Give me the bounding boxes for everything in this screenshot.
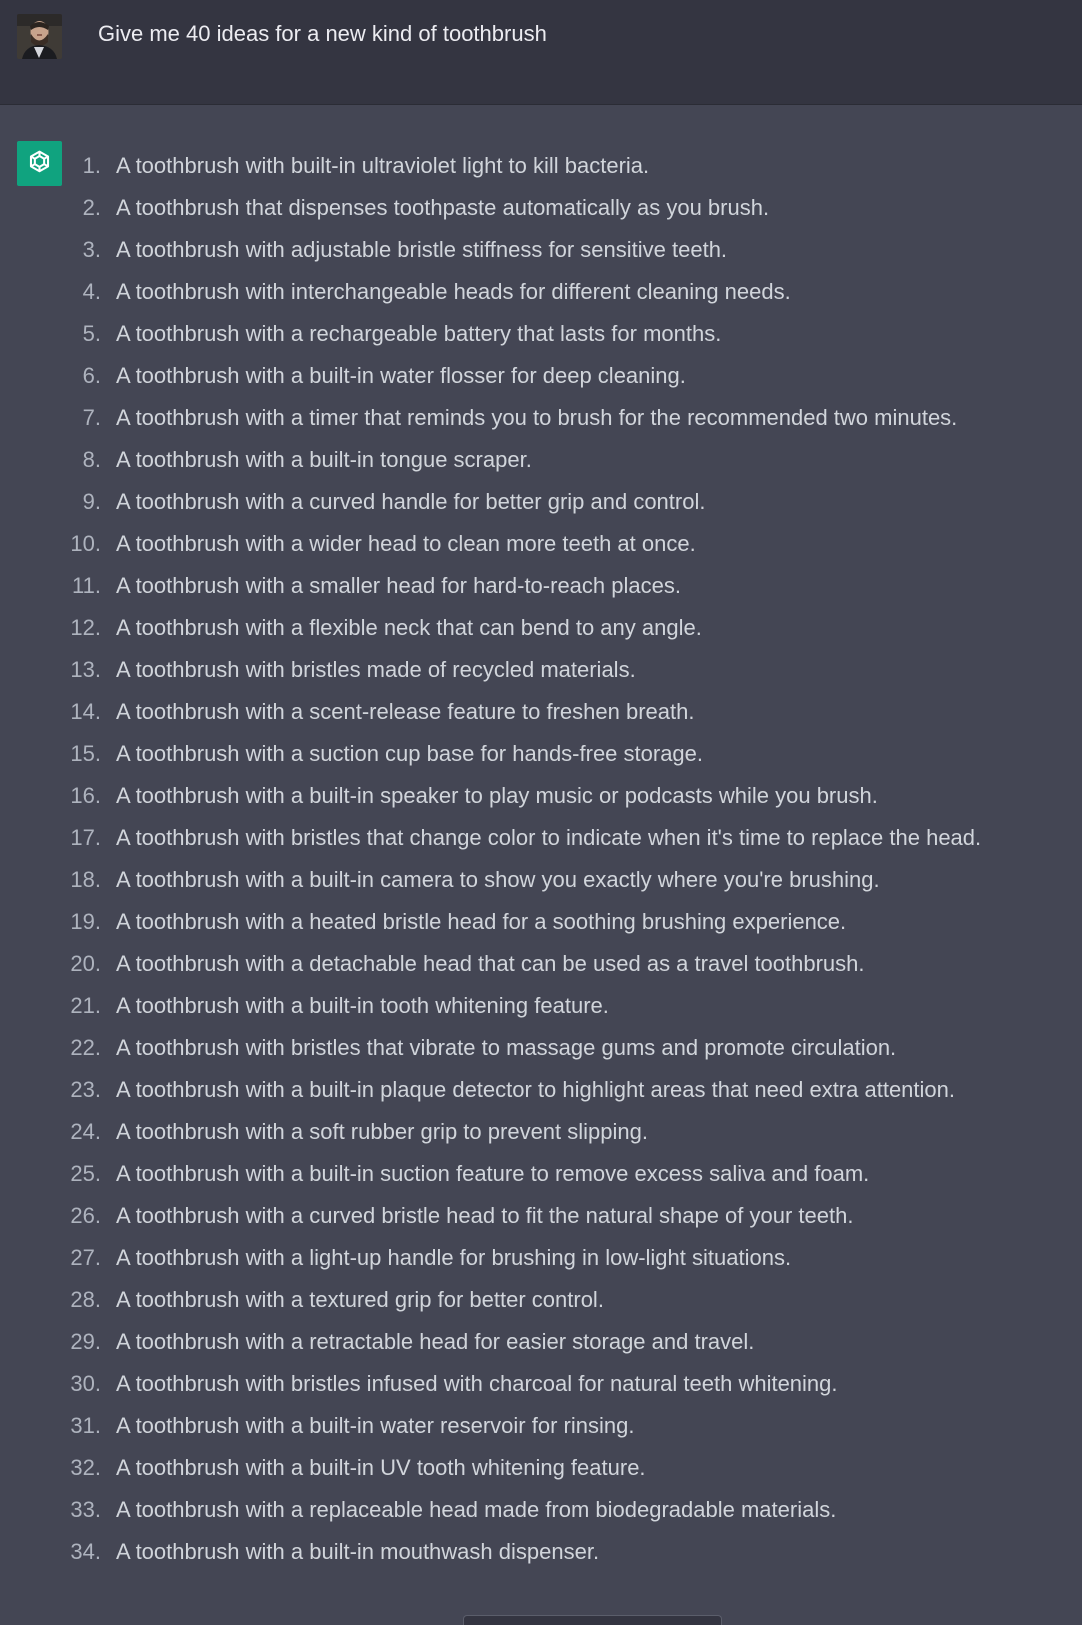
- user-avatar: [17, 14, 62, 59]
- list-item-number: 23.: [70, 1077, 101, 1102]
- list-item-text: A toothbrush with a detachable head that can be used as a travel toothbrush.: [116, 951, 865, 976]
- list-item: [0, 145, 1082, 187]
- list-item-number: 4.: [82, 279, 101, 304]
- list-item: [0, 271, 1082, 313]
- list-item: [0, 439, 1082, 481]
- list-item-text: A toothbrush with a built-in tongue scraper.: [116, 447, 532, 472]
- list-item-text: A toothbrush with a built-in water reservoir for rinsing.: [116, 1413, 635, 1438]
- list-item-text: A toothbrush with a soft rubber grip to prevent slipping.: [116, 1119, 648, 1144]
- list-item-number: 17.: [70, 825, 101, 850]
- list-item-number: 14.: [70, 699, 101, 724]
- list-item-text: A toothbrush with a built-in UV tooth whitening feature.: [116, 1455, 646, 1480]
- list-item-number: 3.: [82, 237, 101, 262]
- list-item-number: 6.: [82, 363, 101, 388]
- list-item: [0, 229, 1082, 271]
- list-item-number: 19.: [70, 909, 101, 934]
- list-item-text: A toothbrush with a light-up handle for brushing in low-light situations.: [116, 1245, 792, 1270]
- user-message-text: Give me 40 ideas for a new kind of toothbrush: [98, 21, 547, 46]
- list-item: [0, 1111, 1082, 1153]
- list-item: [0, 397, 1082, 439]
- list-item: [0, 1153, 1082, 1195]
- list-item-number: 28.: [70, 1287, 101, 1312]
- list-item-text: A toothbrush with a built-in mouthwash dispenser.: [116, 1539, 600, 1564]
- bottom-control-bar[interactable]: [463, 1615, 722, 1625]
- list-item-number: 25.: [70, 1161, 101, 1186]
- list-item-number: 24.: [70, 1119, 101, 1144]
- list-item: [0, 1279, 1082, 1321]
- list-item: [0, 565, 1082, 607]
- list-item: [0, 1195, 1082, 1237]
- list-item-number: 8.: [82, 447, 101, 472]
- list-item-text: A toothbrush with a textured grip for better control.: [116, 1287, 604, 1312]
- list-item-text: A toothbrush with a built-in water flosser for deep cleaning.: [116, 363, 686, 388]
- list-item: [0, 733, 1082, 775]
- list-item-number: 32.: [70, 1455, 101, 1480]
- list-item-text: A toothbrush with a built-in camera to show you exactly where you're brushing.: [116, 867, 880, 892]
- user-message-row: [0, 0, 1082, 105]
- list-item: [0, 901, 1082, 943]
- list-item-number: 2.: [82, 195, 101, 220]
- list-item-number: 18.: [70, 867, 101, 892]
- list-item: [0, 355, 1082, 397]
- list-item: [0, 985, 1082, 1027]
- list-item: [0, 523, 1082, 565]
- list-item-text: A toothbrush with a suction cup base for hands-free storage.: [116, 741, 704, 766]
- list-item-text: A toothbrush with bristles infused with charcoal for natural teeth whitening.: [116, 1371, 838, 1396]
- list-item: [0, 1489, 1082, 1531]
- list-item-text: A toothbrush with interchangeable heads for different cleaning needs.: [116, 279, 791, 304]
- list-item: [0, 1363, 1082, 1405]
- list-item-text: A toothbrush with bristles that vibrate to massage gums and promote circulation.: [116, 1035, 897, 1060]
- list-item-text: A toothbrush with built-in ultraviolet light to kill bacteria.: [116, 153, 650, 178]
- list-item: [0, 1531, 1082, 1573]
- list-item-text: A toothbrush with a heated bristle head for a soothing brushing experience.: [116, 909, 847, 934]
- list-item: [0, 859, 1082, 901]
- list-item-text: A toothbrush with a flexible neck that can bend to any angle.: [116, 615, 702, 640]
- list-item: [0, 817, 1082, 859]
- list-item-number: 21.: [70, 993, 101, 1018]
- list-item: [0, 481, 1082, 523]
- list-item-text: A toothbrush with a built-in tooth whitening feature.: [116, 993, 609, 1018]
- list-item-text: A toothbrush with a replaceable head made from biodegradable materials.: [116, 1497, 837, 1522]
- list-item-number: 12.: [70, 615, 101, 640]
- list-item: [0, 1447, 1082, 1489]
- list-item: [0, 1027, 1082, 1069]
- list-item-text: A toothbrush with a scent-release feature to freshen breath.: [116, 699, 695, 724]
- list-item-number: 29.: [70, 1329, 101, 1354]
- list-item-number: 34.: [70, 1539, 101, 1564]
- list-item-number: 27.: [70, 1245, 101, 1270]
- list-item-number: 9.: [82, 489, 101, 514]
- list-item: [0, 691, 1082, 733]
- list-item-number: 1.: [82, 153, 101, 178]
- list-item-text: A toothbrush with a built-in plaque detector to highlight areas that need extra attention.: [116, 1077, 955, 1102]
- list-item: [0, 775, 1082, 817]
- list-item: [0, 313, 1082, 355]
- list-item-text: A toothbrush with bristles made of recycled materials.: [116, 657, 636, 682]
- list-item-text: A toothbrush with a built-in suction feature to remove excess saliva and foam.: [116, 1161, 870, 1186]
- list-item-text: A toothbrush with a wider head to clean more teeth at once.: [116, 531, 696, 556]
- list-item-text: A toothbrush with a curved bristle head to fit the natural shape of your teeth.: [116, 1203, 854, 1228]
- list-item-number: 15.: [70, 741, 101, 766]
- list-item-number: 30.: [70, 1371, 101, 1396]
- list-item: [0, 607, 1082, 649]
- list-item-text: A toothbrush with a retractable head for easier storage and travel.: [116, 1329, 755, 1354]
- list-item-text: A toothbrush that dispenses toothpaste automatically as you brush.: [116, 195, 770, 220]
- list-item-text: A toothbrush with adjustable bristle stiffness for sensitive teeth.: [116, 237, 728, 262]
- list-item: [0, 1237, 1082, 1279]
- user-avatar-photo-icon: [17, 14, 62, 59]
- assistant-response-list: [0, 145, 1082, 1573]
- list-item-number: 16.: [70, 783, 101, 808]
- list-item-number: 31.: [70, 1413, 101, 1438]
- list-item-number: 13.: [70, 657, 101, 682]
- assistant-message-row: [0, 105, 1082, 1623]
- list-item: [0, 943, 1082, 985]
- list-item-number: 20.: [70, 951, 101, 976]
- list-item-number: 10.: [70, 531, 101, 556]
- list-item: [0, 1069, 1082, 1111]
- list-item-text: A toothbrush with a timer that reminds you to brush for the recommended two minutes.: [116, 405, 958, 430]
- list-item-number: 7.: [82, 405, 101, 430]
- list-item-text: A toothbrush with bristles that change color to indicate when it's time to replace the head.: [116, 825, 982, 850]
- list-item-number: 22.: [70, 1035, 101, 1060]
- list-item-number: 5.: [82, 321, 101, 346]
- list-item-text: A toothbrush with a rechargeable battery that lasts for months.: [116, 321, 722, 346]
- list-item: [0, 1321, 1082, 1363]
- list-item-number: 33.: [70, 1497, 101, 1522]
- list-item-text: A toothbrush with a built-in speaker to play music or podcasts while you brush.: [116, 783, 878, 808]
- list-item-number: 26.: [70, 1203, 101, 1228]
- list-item-number: 11.: [72, 573, 101, 598]
- list-item-text: A toothbrush with a smaller head for hard-to-reach places.: [116, 573, 681, 598]
- list-item: [0, 1405, 1082, 1447]
- list-item-text: A toothbrush with a curved handle for better grip and control.: [116, 489, 706, 514]
- list-item: [0, 649, 1082, 691]
- list-item: [0, 187, 1082, 229]
